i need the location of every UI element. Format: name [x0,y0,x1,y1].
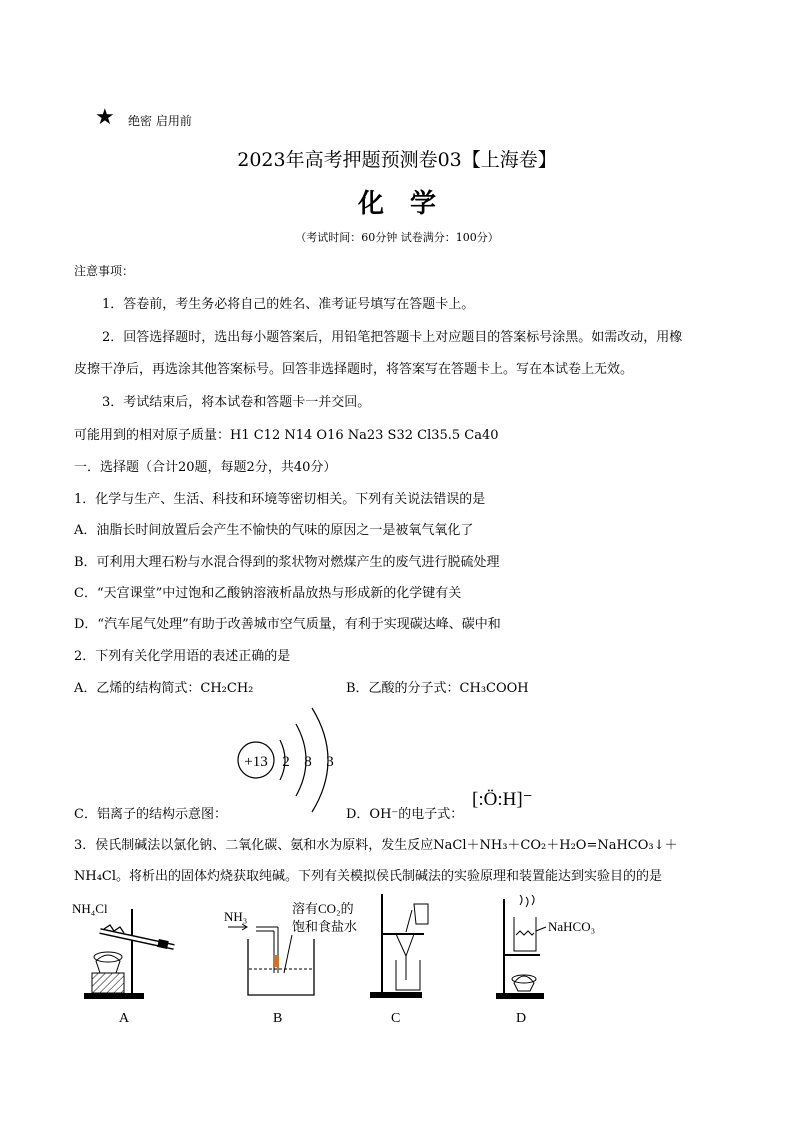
page-title: 2023年高考押题预测卷03【上海卷】 [237,149,557,171]
section-heading: 一．选择题（合计20题，每题2分，共40分） [74,460,337,475]
caption-d: D [516,1011,527,1026]
subject-title: 化学 [357,189,462,219]
q1-option-b: B．可利用大理石粉与水混合得到的浆状物对燃煤产生的废气进行脱硫处理 [74,555,500,570]
apparatus-b-diagram [222,895,362,1005]
q2-option-d: D．OH⁻的电子式： [346,807,464,822]
caption-c: C [391,1011,401,1026]
q3-line-1: 3．侯氏制碱法以氯化钠、二氧化碳、氨和水为原料，发生反应NaCl＋NH₃＋CO₂＋H₂O=NaHCO₃↓＋ [74,838,678,853]
aluminium-structure-diagram [232,700,352,830]
shell-count-2: 8 [304,754,312,770]
nucleus-charge: +13 [244,754,268,770]
notice-heading: 注意事项： [74,264,135,278]
caption-a: A [119,1011,130,1026]
apparatus-d-diagram [494,895,634,1005]
time-note: （考试时间：60分钟 试卷满分：100分） [295,231,499,244]
q3-line-2: NH₄Cl。将析出的固体灼烧获取纯碱。下列有关模拟侯氏制碱法的实验原理和装置能达到实验目的的是 [74,869,663,884]
oh-electron-formula: [:Ö:H]⁻ [472,789,533,810]
apparatus-b-note-2: 饱和食盐水 [292,919,358,934]
notice-item-3: 3．考试结束后，将本试卷和答题卡一并交回。 [102,395,371,410]
q2-option-a: A．乙烯的结构简式：CH₂CH₂ [74,681,254,696]
q2-option-b: B．乙酸的分子式：CH₃COOH [346,681,529,696]
q1-option-c: C．“天宫课堂”中过饱和乙酸钠溶液析晶放热与形成新的化学键有关 [74,586,462,601]
apparatus-d-label: NaHCO₃ [548,919,596,934]
star-icon: ★ [95,105,115,130]
atomic-mass: 可能用到的相对原子质量：H1 C12 N14 O16 Na23 S32 Cl35.5 Ca40 [74,428,499,443]
q1-stem: 1．化学与生产、生活、科技和环境等密切相关。下列有关说法错误的是 [74,492,486,507]
q1-option-d: D．“汽车尾气处理”有助于改善城市空气质量，有利于实现碳达峰、碳中和 [74,617,501,632]
notice-item-1: 1．答卷前，考生务必将自己的姓名、准考证号填写在答题卡上。 [102,297,475,312]
shell-count-1: 2 [282,754,290,770]
notice-item-2-cont: 皮擦干净后，再选涂其他答案标号。回答非选择题时，将答案写在答题卡上。写在本试卷上无效。 [74,362,634,377]
apparatus-c-diagram [366,890,436,1005]
apparatus-a-label: NH₄Cl [72,901,108,916]
notice-item-2: 2．回答选择题时，选出每小题答案后，用铅笔把答题卡上对应题目的答案标号涂黑。如需改动，用橡 [102,330,683,345]
q1-option-a: A．油脂长时间放置后会产生不愉快的气味的原因之一是被氧气氧化了 [74,523,474,538]
apparatus-a-diagram [70,895,180,1005]
q2-stem: 2．下列有关化学用语的表述正确的是 [74,649,291,664]
shell-count-3: 3 [326,754,334,770]
q2-option-c: C．铝离子的结构示意图： [74,807,227,822]
apparatus-b-note-1: 溶有CO₂的 [292,901,354,916]
secret-label: 绝密 启用前 [128,114,192,128]
apparatus-b-nh3: NH₃ [224,909,248,924]
caption-b: B [273,1011,283,1026]
